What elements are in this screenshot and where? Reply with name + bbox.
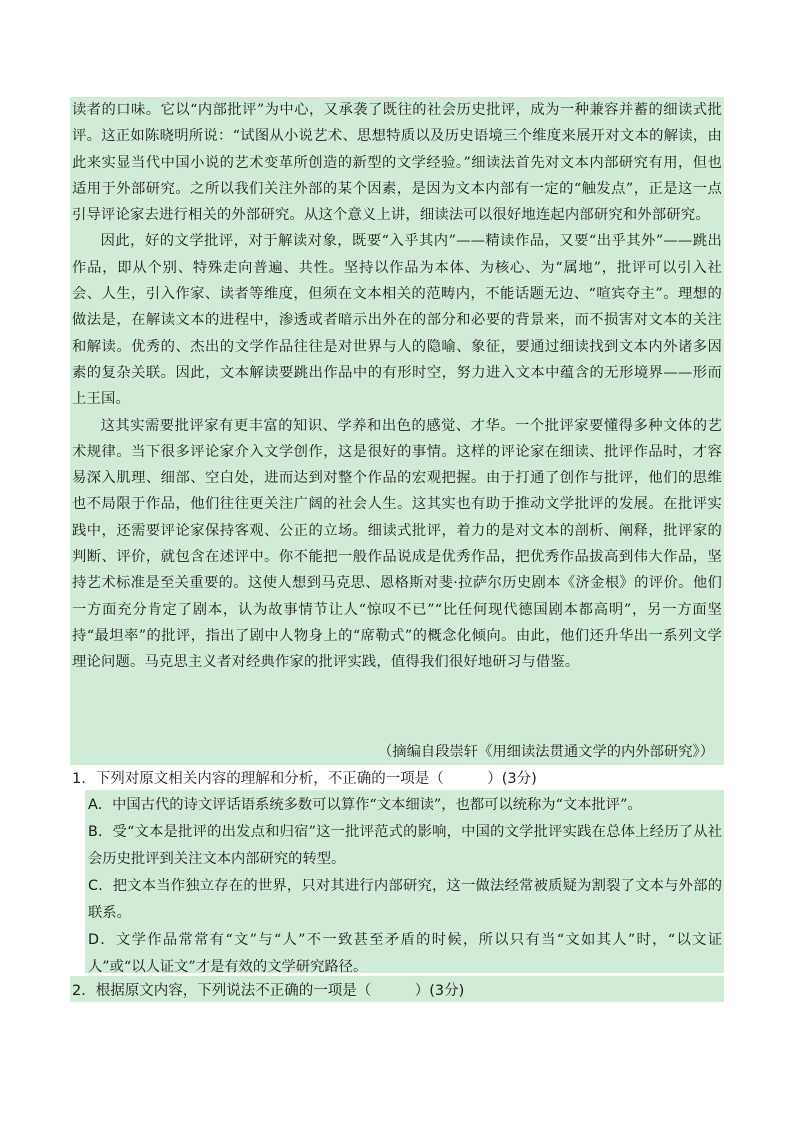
passage-paragraph: 这其实需要批评家有更丰富的知识、学养和出色的感觉、才华。一个批评家要懂得多种文体的艺术规律。当下很多评论家介入文学创作，这是很好的事情。这样的评论家在细读、批评作品时，才容易深入肌理、细部、空白处，进而达到对整个作品的宏观把握。由于打通了创作与批评，他们的思维也不局限于作品，他们往往更关注广阔的社会人生。这其实也有助于推动文学批评的发展。在批评实践中，还需要评论家保持客观、公正的立场。细读式批评，着力的是对文本的剖析、阐释，批评家的判断、评价，就包含在述评中。你不能把一般作品说成是优秀作品，把优秀作品拔高到伟大作品，坚持艺术标准是至关重要的。这使人想到马克思、恩格斯对斐·拉萨尔历史剧本《济金根》的评价。他们一方面充分肯定了剧本，认为故事情节让人“惊叹不已”“比任何现代德国剧本都高明”，另一方面坚持“最坦率”的批评，指出了剧中人物身上的“席勒式”的概念化倾向。由此，他们还升华出一系列文学理论问题。马克思主义者对经典作家的批评实践，值得我们很好地研习与借鉴。 [72, 417, 722, 671]
question-2-stem: 2．根据原文内容，下列说法不正确的一项是（ ）(3分) [72, 983, 465, 999]
passage-paragraph: 读者的口味。它以“内部批评”为中心，又承袭了既往的社会历史批评，成为一种兼容并蓄的细读式批评。这正如陈晓明所说：“试图从小说艺术、思想特质以及历史语境三个维度来展开对文本的解读，由此来实显当代中国小说的艺术变革所创造的新型的文学经验。”细读法首先对文本内部研究有用，但也适用于外部研究。之所以我们关注外部的某个因素，是因为文本内部有一定的“触发点”，正是这一点引导评论家去进行相关的外部研究。从这个意义上讲，细读法可以很好地连起内部研究和外部研究。 [72, 102, 722, 224]
option-b[interactable] [88, 819, 722, 873]
question-1-options [88, 792, 722, 981]
option-letter: B． [88, 824, 113, 840]
option-text: 受“文本是批评的出发点和归宿”这一批评范式的影响，中国的文学批评实践在总体上经历了从社会历史批评到关注文本内部研究的转型。 [88, 824, 722, 867]
option-text: 文学作品常常有“文”与“人”不一致甚至矛盾的时候，所以只有当“文如其人”时，“以文证人”或“以人证文”才是有效的文学研究路径。 [88, 932, 722, 975]
option-text: 把文本当作独立存在的世界，只对其进行内部研究，这一做法经常被质疑为割裂了文本与外部的联系。 [88, 878, 723, 921]
option-text: 中国古代的诗文评话语系统多数可以算作“文本细读”，也都可以统称为“文本批评”。 [112, 797, 642, 813]
option-letter: D． [88, 932, 116, 948]
passage-paragraph: 因此，好的文学批评，对于解读对象，既要“入乎其内”——精读作品，又要“出乎其外”——跳出作品，即从个别、特殊走向普遍、共性。坚持以作品为本体、为核心、为“属地”，批评可以引入社会、人生，引入作家、读者等维度，但须在文本相关的范畴内，不能话题无边、“喧宾夺主”。理想的做法是，在解读文本的进程中，渗透或者暗示出外在的部分和必要的背景来，而不损害对文本的关注和解读。优秀的、杰出的文学作品往往是对世界与人的隐喻、象征，要通过细读找到文本内外诸多因素的复杂关联。因此，文本解读要跳出作品中的有形时空，努力进入文本中蕴含的无形境界——形而上王国。 [72, 233, 722, 408]
option-letter: A． [88, 797, 113, 813]
passage-source: （摘编自段崇轩《用细读法贯通文学的内外部研究》） [378, 744, 714, 760]
option-a[interactable] [88, 792, 722, 819]
option-c[interactable] [88, 873, 722, 927]
option-letter: C． [88, 878, 113, 894]
question-1-stem: 1．下列对原文相关内容的理解和分析，不正确的一项是（ ）(3分) [72, 771, 537, 787]
option-d[interactable] [88, 927, 722, 981]
passage [72, 97, 722, 676]
